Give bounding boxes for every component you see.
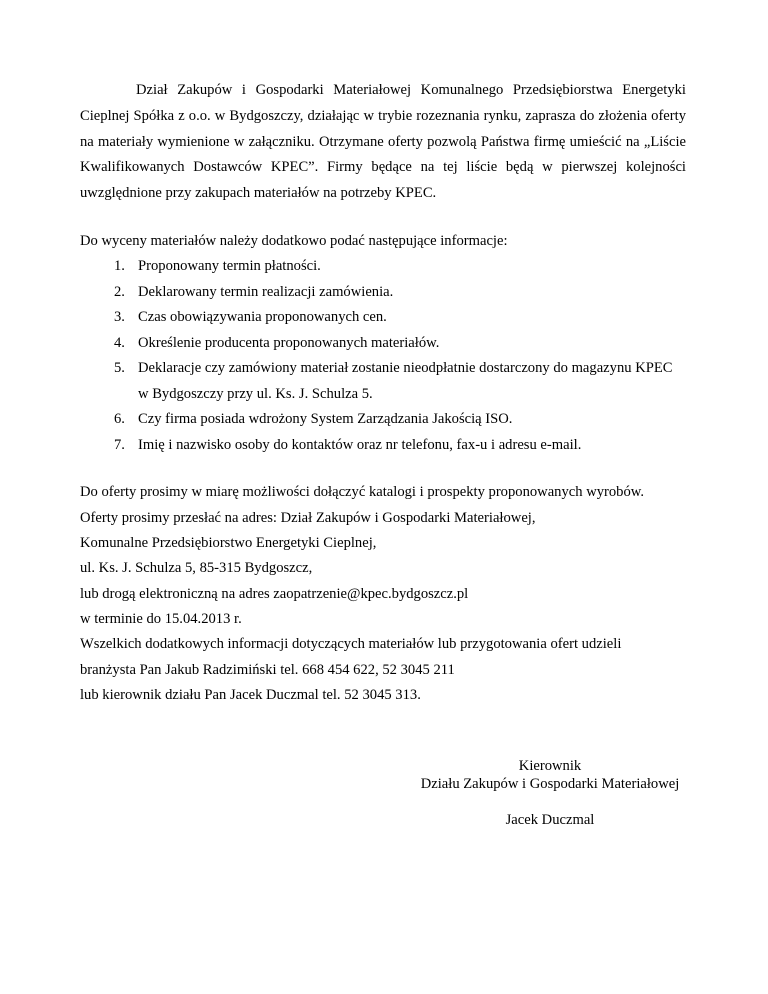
list-item-number: 5. (114, 360, 125, 377)
list-item-number: 3. (114, 309, 125, 326)
company-line: Komunalne Przedsiębiorstwo Energetyki Cieplnej, (80, 535, 377, 552)
list-item-number: 2. (114, 283, 125, 300)
list-item (114, 356, 686, 407)
list-item-text: Deklarowany termin realizacji zamówienia. (138, 283, 394, 300)
document-page (80, 78, 686, 708)
list-item-text: Czy firma posiada wdrożony System Zarządzania Jakością ISO. (138, 411, 513, 428)
signature-block (380, 757, 720, 830)
deadline-line: w terminie do 15.04.2013 r. (80, 610, 242, 627)
list-item (114, 254, 686, 280)
list-intro: Do wyceny materiałów należy dodatkowo podać następujące informacje: (80, 232, 508, 249)
list-item-text: Deklaracje czy zamówiony materiał zostanie nieodpłatnie dostarczony do magazynu KPEC w Bydgoszczy przy ul. Ks. J. Schulza 5. (138, 360, 673, 402)
list-item-text: Proponowany termin płatności. (138, 258, 321, 275)
list-item-number: 7. (114, 436, 125, 453)
list-item (114, 433, 686, 459)
signature-department: Działu Zakupów i Gospodarki Materiałowej (420, 776, 680, 793)
list-item (114, 407, 686, 433)
info-line: Wszelkich dodatkowych informacji dotyczących materiałów lub przygotowania ofert udzieli (80, 636, 622, 653)
list-item-number: 4. (114, 334, 125, 351)
info-list (80, 254, 686, 458)
list-item (114, 280, 686, 306)
list-item (114, 305, 686, 331)
signature-title: Kierownik (518, 758, 582, 774)
contact-line-2: lub kierownik działu Pan Jacek Duczmal tel. 52 3045 313. (80, 686, 421, 703)
address-line: ul. Ks. J. Schulza 5, 85-315 Bydgoszcz, (80, 560, 313, 577)
list-item (114, 331, 686, 357)
contact-line-1: branżysta Pan Jakub Radzimiński tel. 668 454 622, 52 3045 211 (80, 661, 455, 678)
send-to-line: Oferty prosimy przesłać na adres: Dział Zakupów i Gospodarki Materiałowej, (80, 509, 536, 526)
signature-name: Jacek Duczmal (505, 812, 595, 829)
list-item-text: Imię i nazwisko osoby do kontaktów oraz nr telefonu, fax-u i adresu e-mail. (138, 436, 582, 453)
closing-section (80, 480, 686, 708)
email-line: lub drogą elektroniczną na adres zaopatrzenie@kpec.bydgoszcz.pl (80, 585, 469, 602)
catalog-note: Do oferty prosimy w miarę możliwości dołączyć katalogi i prospekty proponowanych wyrobów. (80, 484, 645, 501)
list-item-text: Określenie producenta proponowanych materiałów. (138, 334, 440, 351)
intro-paragraph: Dział Zakupów i Gospodarki Materiałowej Komunalnego Przedsiębiorstwa Energetyki Cieplnej Spółka z o.o. w Bydgoszczy, działając w trybie rozeznania rynku, zaprasza do złożenia oferty na materiały wymienione w załączniku. Otrzymane oferty pozwolą Państwa firmę umieścić na „Liście Kwalifikowanych Dostawców KPEC”. Firmy będące na tej liście będą w pierwszej kolejności uwzględnione przy zakupach materiałów na potrzeby KPEC. (80, 82, 686, 202)
list-item-number: 1. (114, 258, 125, 275)
list-item-text: Czas obowiązywania proponowanych cen. (138, 309, 387, 326)
list-item-number: 6. (114, 411, 125, 428)
